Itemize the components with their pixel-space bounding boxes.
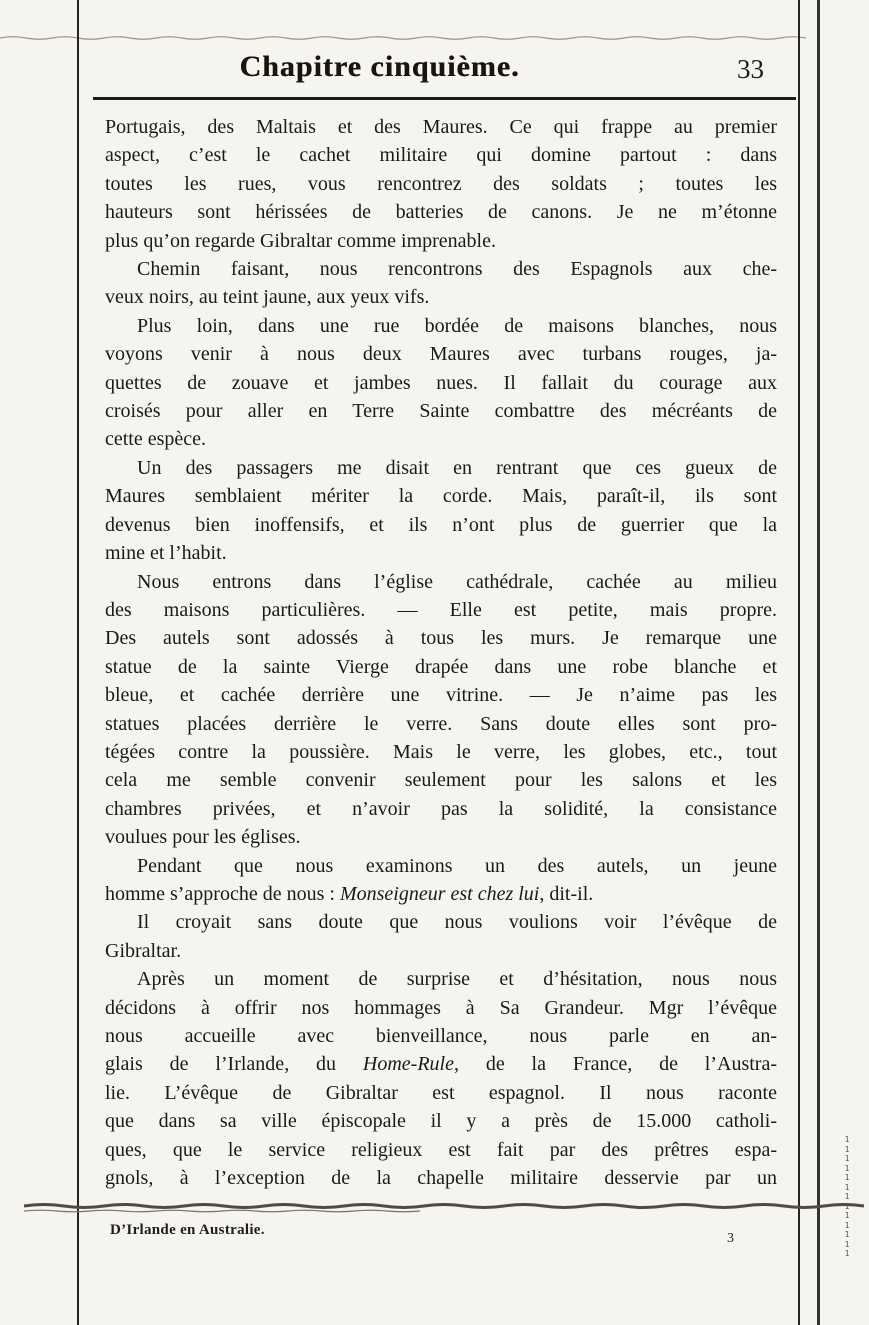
text-line (105, 1022, 777, 1050)
text-run: statue de la sainte Vierge drapée dans une robe blanche et (105, 655, 777, 678)
right-inner-border-line (798, 0, 800, 1325)
text-line (105, 908, 777, 936)
text-line (105, 170, 777, 198)
text-line (105, 227, 777, 255)
text-run: Un des passagers me disait en rentrant que ces gueux de (137, 456, 777, 479)
text-run: bleue, et cachée derrière une vitrine. — Je n’aime pas les (105, 684, 777, 707)
italic-text-run: Monseigneur est chez lui (339, 882, 540, 905)
text-run: glais de l’Irlande, du (105, 1053, 363, 1076)
text-run: toutes les rues, vous rencontrez des soldats ; toutes les (105, 172, 777, 195)
text-line (105, 482, 777, 510)
italic-text-run: Home-Rule (362, 1053, 454, 1076)
text-run: Plus loin, dans une rue bordée de maisons blanches, nous (137, 314, 777, 337)
text-run: chambres privées, et n’avoir pas la solidité, la consistance (105, 797, 777, 820)
text-run: Chemin faisant, nous rencontrons des Espagnols aux che- (137, 258, 777, 281)
text-run: des maisons particulières. — Elle est petite, mais propre. (105, 598, 777, 621)
text-run: veux noirs, au teint jaune, aux yeux vifs. (105, 286, 430, 309)
text-run: voulues pour les églises. (105, 826, 301, 849)
text-run: mine et l’habit. (105, 542, 227, 565)
text-line (105, 312, 777, 340)
text-line (105, 795, 777, 823)
margin-mark: 1 (844, 1173, 850, 1182)
text-line (105, 539, 777, 567)
margin-mark: 1 (844, 1182, 850, 1192)
text-run: décidons à offrir nos hommages à Sa Grandeur. Mgr l’évêque (105, 996, 777, 1019)
top-scan-squiggle (0, 29, 869, 47)
text-line (105, 766, 777, 794)
text-line (105, 823, 777, 851)
text-run: , dit-il. (539, 882, 594, 905)
text-run: cela me semble convenir seulement pour les salons et les (105, 769, 777, 792)
text-line (105, 425, 777, 453)
text-line (105, 1107, 777, 1135)
text-line (105, 852, 777, 880)
margin-mark: 1 (844, 1154, 850, 1163)
text-line (105, 511, 777, 539)
text-run: Nous entrons dans l’église cathédrale, cachée au milieu (137, 570, 777, 593)
margin-mark: 1 (844, 1163, 850, 1173)
text-line (105, 1079, 777, 1107)
text-line (105, 255, 777, 283)
text-run: lie. L’évêque de Gibraltar est espagnol. Il nous raconte (105, 1081, 777, 1104)
margin-mark: 1 (844, 1211, 850, 1220)
text-run: que dans sa ville épiscopale il y a près de 15.000 catholi- (105, 1110, 777, 1133)
header-rule (93, 97, 796, 100)
margin-mark: 1 (844, 1135, 850, 1144)
text-line (105, 710, 777, 738)
text-run: Pendant que nous examinons un des autels, un jeune (137, 854, 777, 877)
text-run: quettes de zouave et jambes nues. Il fallait du courage aux (105, 371, 777, 394)
text-run: devenus bien inoffensifs, et ils n’ont plus de guerrier que la (105, 513, 777, 536)
text-run: voyons venir à nous deux Maures avec turbans rouges, ja- (105, 343, 777, 366)
footer-book-title: D’Irlande en Australie. (110, 1222, 265, 1238)
text-run: Gibraltar. (105, 939, 182, 962)
margin-mark: 1 (844, 1220, 850, 1230)
right-outer-border-line (817, 0, 820, 1325)
text-line (105, 738, 777, 766)
text-line (105, 1050, 777, 1078)
bottom-scan-squiggle (0, 1194, 869, 1220)
footer-signature-number: 3 (727, 1231, 734, 1246)
text-line (105, 283, 777, 311)
text-line (105, 113, 777, 141)
margin-mark: 1 (844, 1230, 850, 1239)
page-number: 33 (737, 54, 764, 84)
text-run: statues placées derrière le verre. Sans doute elles sont pro- (105, 712, 777, 735)
text-run: croisés pour aller en Terre Sainte combattre des mécréants de (105, 400, 777, 423)
text-line (105, 141, 777, 169)
text-line (105, 596, 777, 624)
text-run: gnols, à l’exception de la chapelle militaire desservie par un (105, 1167, 777, 1190)
body-text (105, 113, 777, 1192)
text-line (105, 397, 777, 425)
margin-mark: 1 (844, 1239, 850, 1249)
text-run: Il croyait sans doute que nous voulions voir l’évêque de (137, 911, 777, 934)
text-run: Des autels sont adossés à tous les murs. Je remarque une (105, 627, 777, 650)
text-line (105, 624, 777, 652)
text-run: aspect, c’est le cachet militaire qui domine partout : dans (105, 144, 777, 167)
text-run: homme s’approche de nous : (105, 882, 340, 905)
text-line (105, 965, 777, 993)
text-line (105, 880, 777, 908)
text-run: cette espèce. (105, 428, 207, 451)
text-run: Après un moment de surprise et d’hésitation, nous nous (137, 968, 777, 991)
text-run: tégées contre la poussière. Mais le verre, les globes, etc., tout (105, 740, 777, 763)
text-run: , de la France, de l’Austra- (453, 1053, 777, 1076)
page-header (93, 50, 796, 98)
text-line (105, 198, 777, 226)
text-line (105, 340, 777, 368)
chapter-title: Chapitre cinquième. (239, 50, 520, 83)
margin-mark: 1 (844, 1249, 850, 1258)
text-run: Portugais, des Maltais et des Maures. Ce qui frappe au premier (105, 116, 777, 138)
text-run: ques, que le service religieux est fait par des prêtres espa- (105, 1138, 777, 1161)
text-run: hauteurs sont hérissées de batteries de canons. Je ne m’étonne (105, 201, 777, 224)
text-line (105, 454, 777, 482)
margin-mark: 1 (844, 1201, 850, 1211)
text-run: plus qu’on regarde Gibraltar comme imprenable. (105, 229, 496, 252)
margin-mark: 1 (844, 1144, 850, 1154)
text-line (105, 653, 777, 681)
text-run: nous accueille avec bienveillance, nous parle en an- (105, 1025, 777, 1047)
text-line (105, 1164, 777, 1192)
text-line (105, 1136, 777, 1164)
text-line (105, 369, 777, 397)
text-line (105, 937, 777, 965)
text-line (105, 568, 777, 596)
left-border-line (77, 0, 79, 1325)
text-run: Maures semblaient mériter la corde. Mais, paraît-il, ils sont (105, 485, 777, 508)
text-line (105, 681, 777, 709)
text-line (105, 994, 777, 1022)
printer-margin-marks (839, 1136, 855, 1258)
margin-mark: 1 (844, 1192, 850, 1201)
